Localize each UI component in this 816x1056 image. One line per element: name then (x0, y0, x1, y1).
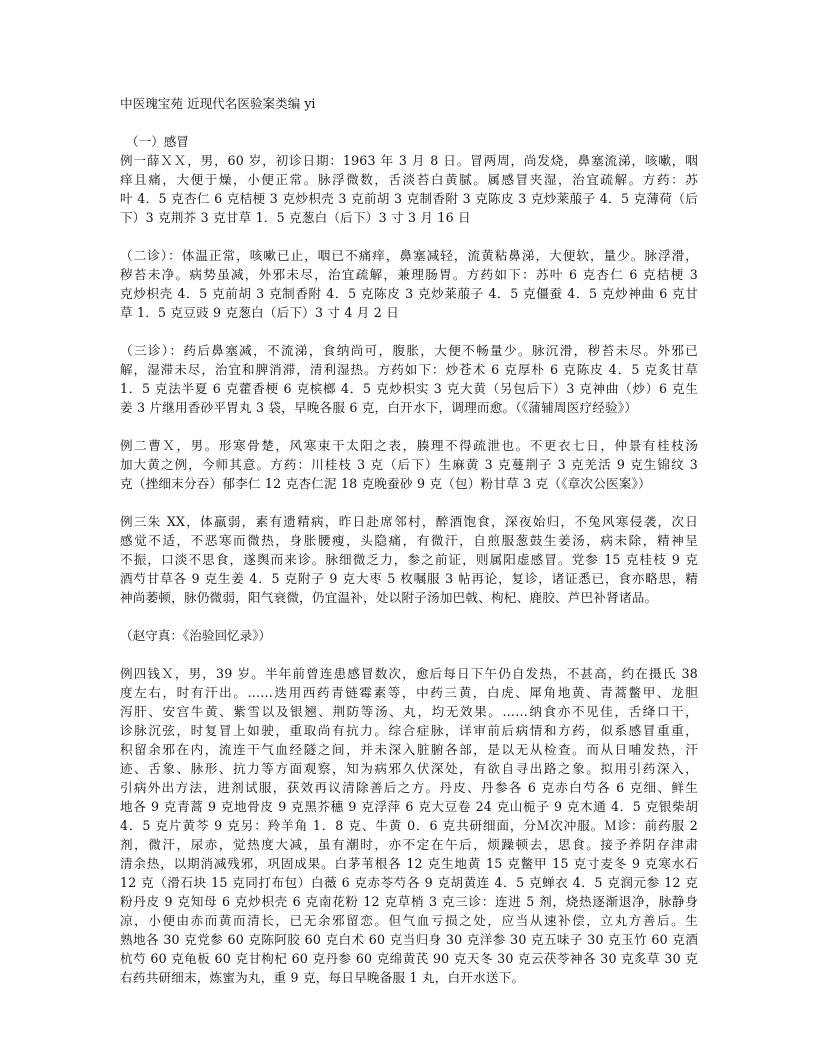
text-line: 引病外出方法，进剂试服，获效再议清除善后之方。丹皮、丹参各 6 克赤白芍各 6 克细、鲜生 (120, 780, 698, 795)
paragraph (120, 341, 698, 417)
text-line: 12 克（滑石块 15 克同打布包）白薇 6 克赤苓芍各 9 克胡黄连 4．5 克蝉衣 4．5 克润元参 12 克 (120, 875, 698, 890)
text-line: 加大黄之例，今师其意。方药：川桂枝 3 克（后下）生麻黄 3 克蔓荆子 3 克羌活 9 克生锦纹 3 (120, 457, 698, 472)
paragraph (120, 246, 698, 322)
text-line: 克（挫细末分吞）郁李仁 12 克杏仁泥 18 克晚蚕砂 9 克（包）粉甘草 3 克（《章次公医案》） (120, 476, 651, 491)
document-page (120, 94, 698, 1006)
text-line: 秽苔未净。病势虽减，外邪未尽，治宜疏解，兼理肠胃。方药如下：苏叶 6 克杏仁 6 克桔梗 3 (120, 267, 698, 282)
citation-line: （赵守真：《治验回忆录》） (120, 628, 272, 643)
text-line: 酒芍甘草各 9 克生姜 4．5 克附子 9 克大枣 5 枚嘱服 3 帖再论，复诊，诸证悉已，食亦略思，精 (120, 571, 698, 586)
text-line: 4．5 克片黄芩 9 克另：羚羊角 1．8 克、牛黄 0．6 克共研细面，分Ｍ次冲服。Ｍ诊：前药服 2 (120, 818, 698, 833)
text-line: 例三朱 XX，体羸弱，素有遗精病，昨日赴席邻村，醉酒饱食，深夜始归，不兔风寒侵袭，次日 (120, 514, 698, 529)
text-line: 感觉不适，不恶寒而微热，身胀腰瘦，头隐痛，有微汗，自煎服葱鼓生姜汤，病未除，精神呈 (120, 533, 698, 548)
text-line: 下）3 克荆芥 3 克甘草 1．5 克葱白（后下）3 寸 3 月 16 日 (120, 210, 471, 225)
text-line: 不振，口淡不思食，遂舆而来诊。脉细微乏力，参之前证，则属阳虚感冒。党参 15 克桂枝 9 克 (120, 552, 698, 567)
text-line: 泻肝、安宫牛黄、紫雪以及银翘、荆防等汤、丸，均无效果。……纳食亦不见佳，舌绛口干， (120, 704, 698, 719)
text-line: 诊脉沉弦，时复冒上如驶，重取尚有抗力。综合症脉，详审前后病情和方药，似系感冒重重， (120, 723, 698, 738)
text-line: 1．5 克法半夏 6 克藿香梗 6 克槟榔 4．5 克炒枳实 3 克大黄（另包后下）3 克神曲（炒）6 克生 (120, 381, 698, 396)
text-line: （二诊）：体温正常，咳嗽已止，咽已不痛痒，鼻塞减轻，流黄粘鼻涕，大便软，量少。脉浮滑， (120, 248, 698, 263)
text-line: 剂，微汗，尿赤，觉热度大减，虽有潮时，亦不定在午后，烦躁顿去，思食。接予养阴存津肃 (120, 837, 698, 852)
paragraph (120, 664, 698, 987)
text-line: 叶 4．5 克杏仁 6 克桔梗 3 克炒枳壳 3 克前胡 3 克制香附 3 克陈皮 3 克炒莱菔子 4．5 克薄荷（后 (120, 191, 698, 206)
text-line: 地各 9 克青蒿 9 克地骨皮 9 克黑芥穗 9 克浮萍 6 克大豆卷 24 克山栀子 9 克木通 4．5 克银柴胡 (120, 799, 698, 814)
text-line: 神尚萎顿，脉仍微弱，阳气衰微，仍宜温补，处以附子汤加巴戟、枸杞、鹿胶、芦巴补肾诸品。 (120, 590, 658, 605)
text-line: 积留余邪在内，流连干气血经隧之间，并未深入脏腑各部，是以无从检查。而从日哺发热，汗 (120, 742, 698, 757)
text-line: 解，湿滞未尽，治宜和脾消滞，清利湿热。方药如下：炒苍术 6 克厚朴 6 克陈皮 4．5 克炙甘草 (120, 362, 698, 377)
text-line: 清余热，以期消减残邪，巩固成果。白茅苇根各 12 克生地黄 15 克鳖甲 15 克寸麦冬 9 克寒水石 (120, 856, 698, 871)
text-line: 例四钱Ｘ，男，39 岁。半年前曾连患感冒数次，愈后每日下午仍自发热，不甚高，约在摄氏 38 (120, 666, 698, 681)
paragraph (120, 436, 698, 493)
text-line: 右药共研细末，炼蜜为丸，重 9 克，每日早晚备服 1 丸，白开水送下。 (120, 970, 525, 985)
text-line: 痒且痛，大便于燥，小便正常。脉浮微数，舌淡苔白黄腻。属感冒夹湿，治宜疏解。方药：苏 (120, 172, 698, 187)
text-line: 度左右，时有汗出。……迭用西药青链霉素等，中药三黄，白虎、犀角地黄、青蒿鳖甲、龙胆 (120, 685, 698, 700)
text-line: 草 1．5 克豆豉 9 克葱白（后下）3 寸 4 月 2 日 (120, 305, 400, 320)
text-line: 姜 3 片继用香砂平胃丸 3 袋，早晚各服 6 克，白开水下，调理而愈。（《蒲辅周医疗经验》） (120, 400, 638, 415)
text-line: 粉丹皮 9 克知母 6 克炒枳壳 6 克南花粉 12 克草梢 3 克三诊：连进 5 剂，烧热逐渐退净，脉静身 (120, 894, 698, 909)
section-heading: （一）感冒 (126, 134, 189, 149)
text-line: 凉，小便由赤而黄而清长，已无余邪留恋。但气血亏损之处，应当从速补偿，立丸方善后。生 (120, 913, 698, 928)
document-body (120, 151, 698, 987)
text-line: 例一薛ＸＸ，男，60 岁，初诊日期：1963 年 3 月 8 日。冒两周，尚发烧，鼻塞流涕，咳嗽，咽 (120, 153, 698, 168)
text-line: 迹、舌象、脉形、抗力等方面观察，知为病邪久伏深处，有欲自寻出路之象。拟用引药深入， (120, 761, 698, 776)
text-line: 例二曹Ｘ，男。形寒骨楚，风寒束干太阳之表，腠理不得疏泄也。不更衣七日，仲景有桂枝汤 (120, 438, 698, 453)
text-line: 杭芍 60 克龟板 60 克甘枸杞 60 克丹参 60 克绵黄芪 90 克天冬 30 克云茯苓神各 30 克炙草 30 克 (120, 951, 698, 966)
text-line: 熟地各 30 克党参 60 克陈阿胶 60 克白术 60 克当归身 30 克洋参 30 克五味子 30 克玉竹 60 克酒 (120, 932, 698, 947)
paragraph (120, 151, 698, 227)
text-line: （三诊）：药后鼻塞减，不流涕，食纳尚可，腹胀，大便不畅量少。脉沉滑，秽苔未尽。外邪已 (120, 343, 698, 358)
text-line: 克炒枳壳 4．5 克前胡 3 克制香附 4．5 克陈皮 3 克炒莱菔子 4．5 克僵蚕 4．5 克炒神曲 6 克甘 (120, 286, 698, 301)
paragraph (120, 512, 698, 607)
document-title: 中医瑰宝苑 近现代名医验案类编 yi (120, 96, 316, 111)
